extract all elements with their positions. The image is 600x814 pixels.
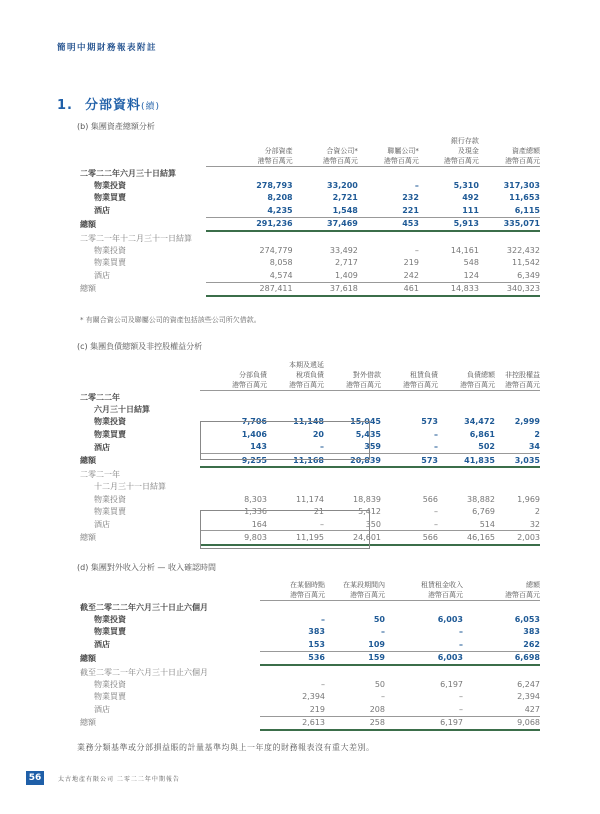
period-heading: 截至二零二一年六月三十日止六個月 (80, 667, 208, 677)
section-title (57, 94, 160, 113)
section-number: 1. (57, 98, 73, 113)
table-row: 酒店 143 – 359 – 502 34 (94, 442, 540, 452)
table-row: 酒店 4,574 1,409 242 124 6,349 (94, 270, 540, 281)
col-header: 租賃租金收入 港幣百萬元 (385, 580, 463, 601)
col-header: 在某段期間內 港幣百萬元 (325, 580, 385, 601)
table-row: 物業投資 274,779 33,492 – 14,161 322,432 (94, 246, 540, 256)
table-b (80, 136, 540, 297)
col-header: 資產總額 港幣百萬元 (479, 136, 540, 167)
col-header: 分部資產 港幣百萬元 (206, 136, 292, 167)
table-row: 物業投資 7,706 11,148 15,045 573 34,472 2,999 (94, 417, 540, 427)
total-row: 總額 2,613 258 6,197 9,068 (80, 716, 540, 730)
subsection-d-title: (d) 集團對外收入分析 — 收入確認時間 (77, 563, 216, 572)
table-d-header (80, 580, 540, 601)
period-heading: 二零二一年十二月三十一日結算 (80, 233, 192, 243)
period-heading: 六月三十日結算 (94, 405, 150, 415)
table-c (80, 360, 540, 546)
table-b-header (80, 136, 540, 167)
period-heading: 二零二一年 (80, 470, 120, 480)
table-row: 酒店 153 109 – 262 (94, 639, 540, 650)
col-header: 總額 港幣百萬元 (463, 580, 540, 601)
total-row: 總額 9,255 11,168 20,839 573 41,835 3,035 (80, 453, 540, 467)
col-header: 非控股權益 港幣百萬元 (495, 360, 540, 391)
col-header: 本期及遞延 稅項負債 港幣百萬元 (267, 360, 324, 391)
page-number: 56 (26, 771, 44, 785)
col-header: 分部負債 港幣百萬元 (200, 360, 267, 391)
col-header: 銀行存款 及現金 港幣百萬元 (419, 136, 479, 167)
col-header: 對外借款 港幣百萬元 (324, 360, 381, 391)
col-header: 聯屬公司* 港幣百萬元 (358, 136, 419, 167)
period-heading: 二零二二年六月三十日結算 (80, 168, 176, 178)
total-row: 總額 9,803 11,195 24,601 566 46,165 2,003 (80, 531, 540, 545)
table-row: 物業買賣 8,058 2,717 219 548 11,542 (94, 258, 540, 268)
table-row: 酒店 4,235 1,548 221 111 6,115 (94, 205, 540, 216)
subsection-b-title: (b) 集團資產總額分析 (77, 122, 155, 131)
table-row: 物業買賣 8,208 2,721 232 492 11,653 (94, 193, 540, 203)
section-name: 分部資料 (84, 98, 141, 113)
col-header: 合資公司* 港幣百萬元 (293, 136, 358, 167)
table-d (80, 580, 540, 731)
table-row: 物業投資 – 50 6,003 6,053 (94, 615, 540, 625)
table-row: 物業投資 278,793 33,200 – 5,310 317,303 (94, 181, 540, 191)
col-header: 租賃負債 港幣百萬元 (381, 360, 438, 391)
table-row: 物業投資 8,303 11,174 18,839 566 38,882 1,969 (94, 494, 540, 504)
period-heading: 截至二零二二年六月三十日止六個月 (80, 602, 208, 612)
footnote: * 有關合資公司及聯屬公司的資產包括該些公司所欠借款。 (80, 316, 261, 324)
continued-label: (續) (141, 102, 161, 112)
table-row: 物業買賣 1,406 20 5,435 – 6,861 2 (94, 429, 540, 439)
table-c-header (80, 360, 540, 391)
period-heading: 二零二二年 (80, 392, 120, 402)
table-row: 物業買賣 383 – – 383 (94, 627, 540, 637)
total-row: 總額 287,411 37,618 461 14,833 340,323 (80, 282, 540, 296)
table-row: 物業買賣 2,394 – – 2,394 (94, 692, 540, 702)
col-header: 在某個時點 港幣百萬元 (260, 580, 325, 601)
total-row: 總額 291,236 37,469 453 5,913 335,071 (80, 217, 540, 231)
subsection-c-title: (c) 集團負債總額及非控股權益分析 (77, 342, 203, 351)
table-row: 物業買賣 1,336 21 5,412 – 6,769 2 (94, 507, 540, 517)
table-row: 酒店 219 208 – 427 (94, 704, 540, 715)
col-header: 負債總額 港幣百萬元 (438, 360, 495, 391)
period-heading: 十二月三十一日結算 (94, 482, 166, 492)
running-header: 簡明中期財務報表附註 (57, 43, 158, 53)
closing-statement: 業務分類基準或分部損益賬的計量基準均與上一年度的財務報表沒有重大差別。 (77, 743, 375, 752)
table-row: 酒店 164 – 350 – 514 32 (94, 519, 540, 529)
table-row: 物業投資 – 50 6,197 6,247 (94, 680, 540, 690)
total-row: 總額 536 159 6,003 6,698 (80, 651, 540, 665)
footer-text: 太古地產有限公司 二零二二年中期報告 (58, 776, 180, 783)
